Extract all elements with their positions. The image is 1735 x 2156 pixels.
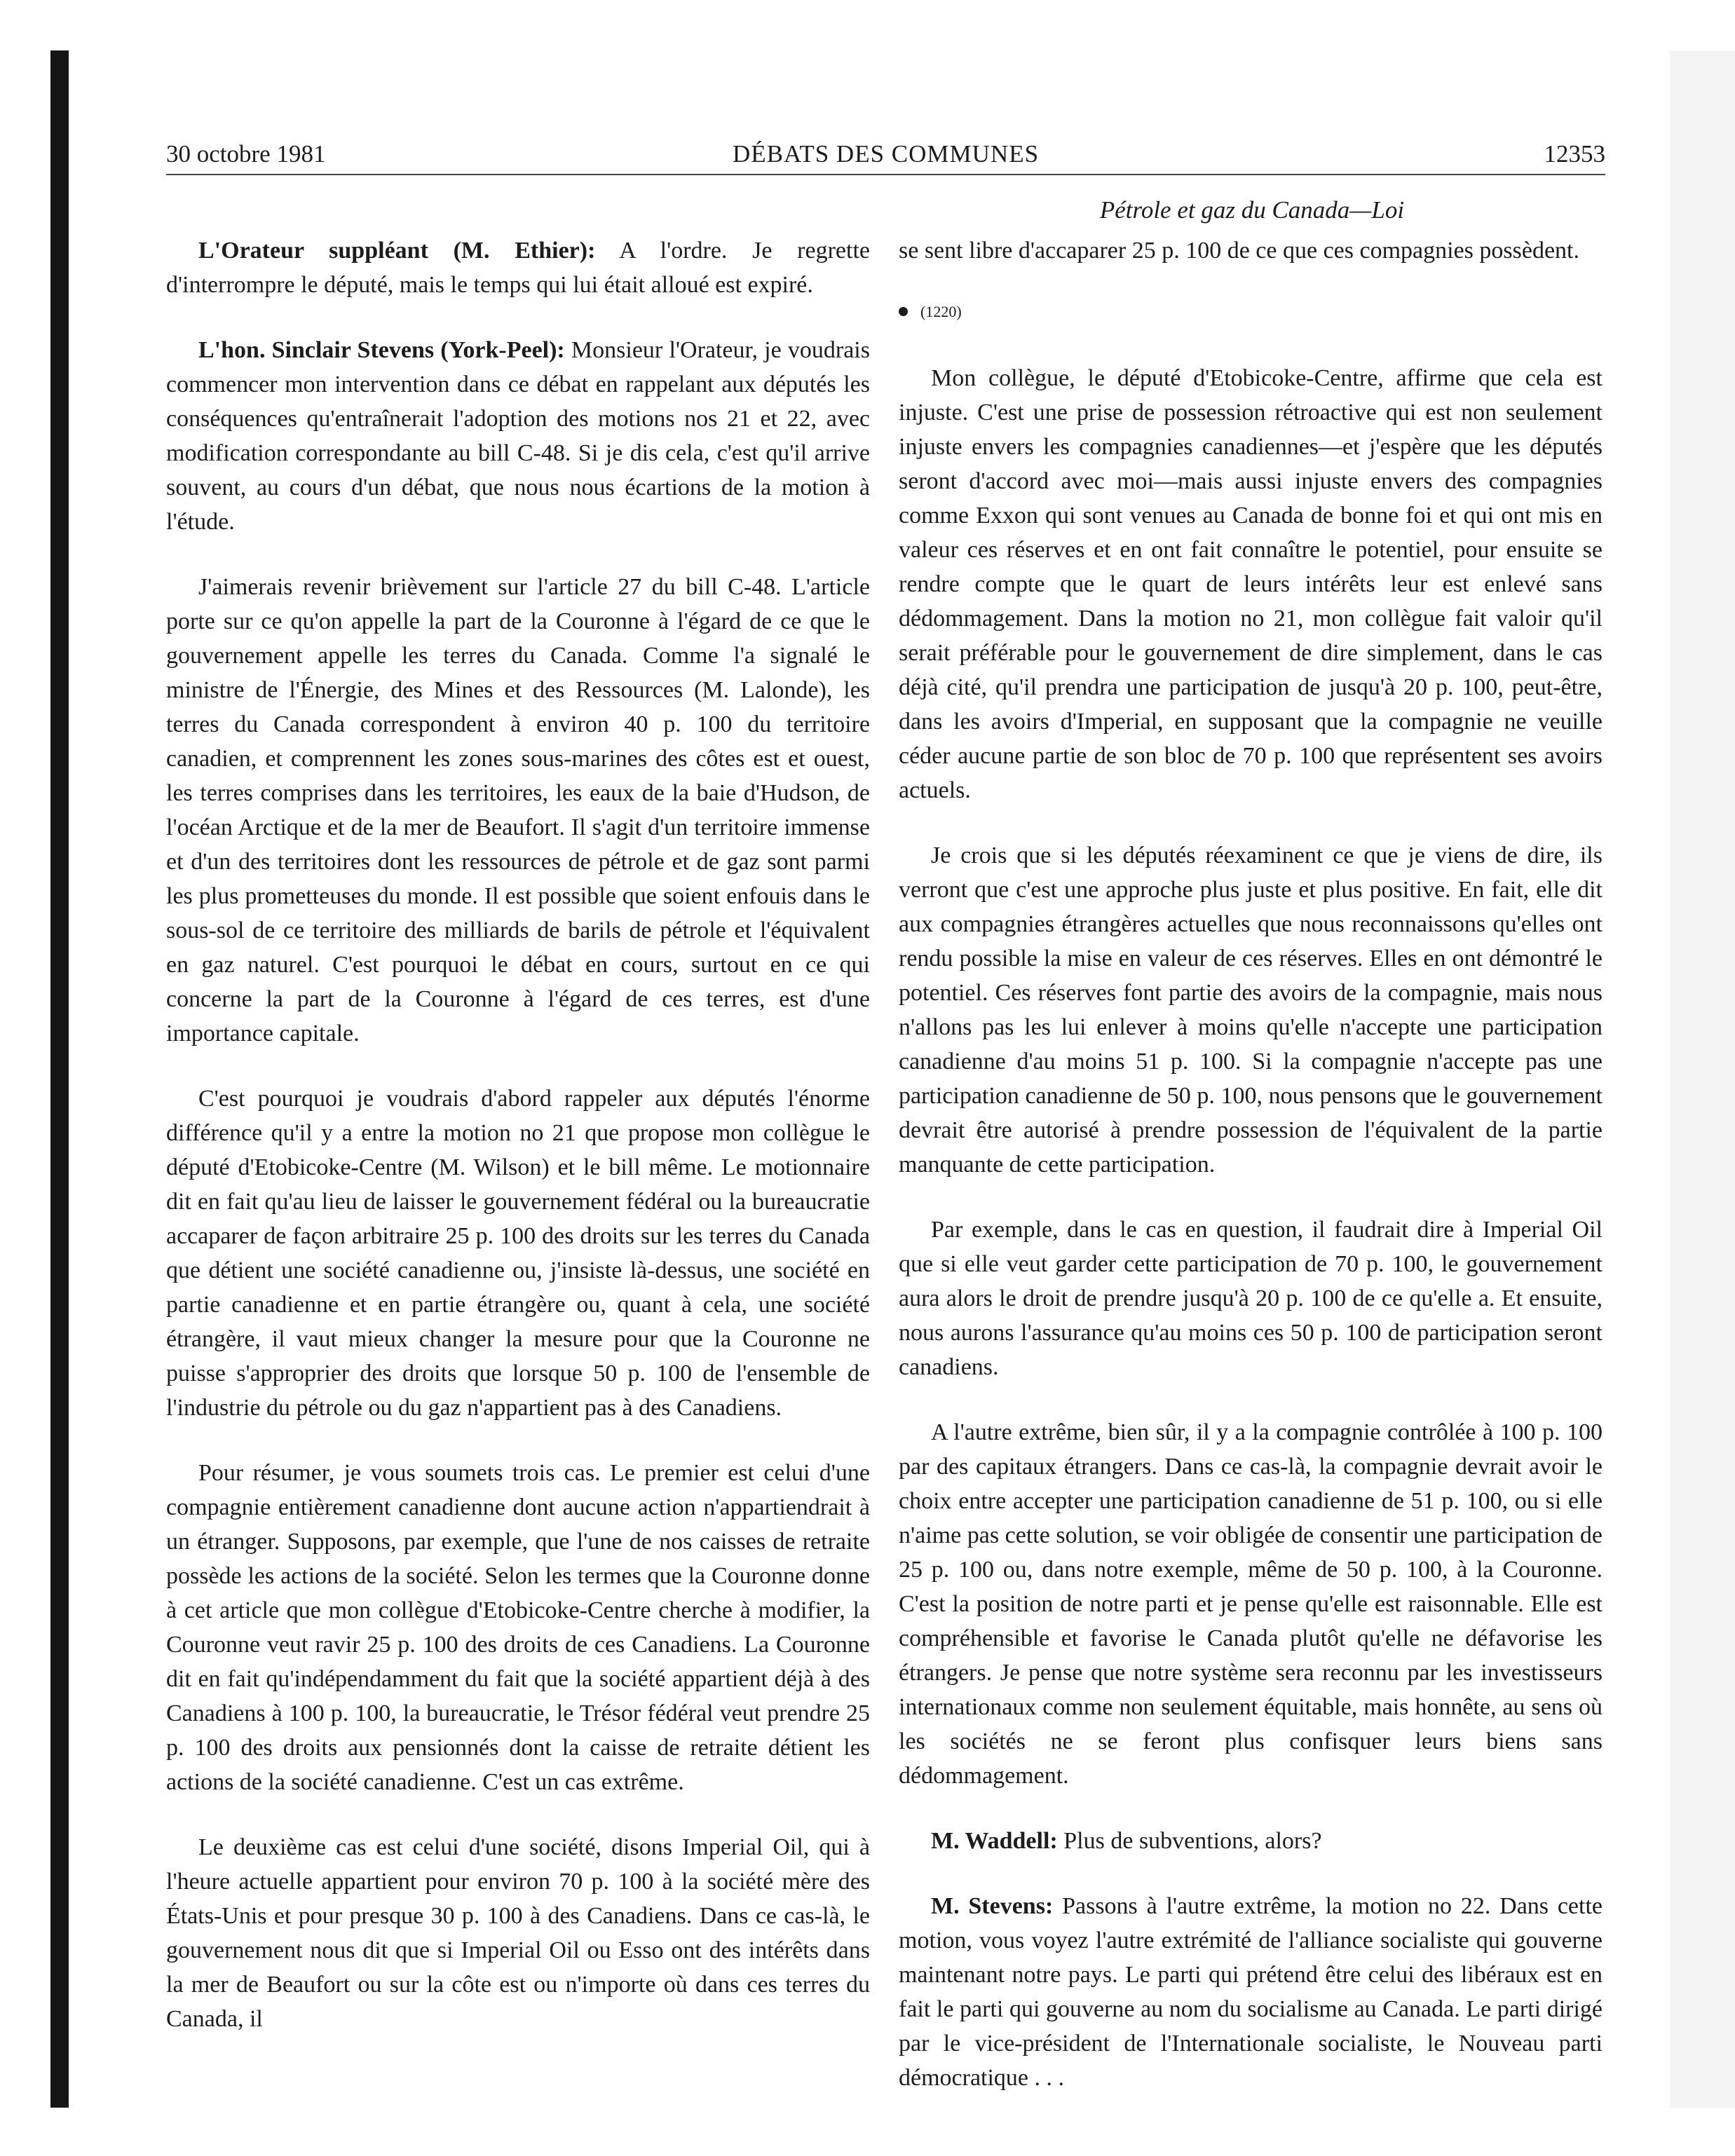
- paragraph: [166, 1456, 870, 1799]
- scan-right-margin: [1670, 50, 1735, 2108]
- left-column: [166, 233, 870, 2067]
- paragraph: [166, 333, 870, 539]
- paragraph: [899, 838, 1603, 1182]
- paragraph-text: Monsieur l'Orateur, je voudrais commencer mon intervention dans ce débat en rappelant aux députés les conséquences qu'entraînerait l'adoption des motions nos 21 et 22, avec modification correspondante au bill C-48. Si je dis cela, c'est qu'il arrive souvent, au cours d'un débat, que nous nous écartions de la motion à l'étude.: [166, 337, 870, 535]
- paragraph-text: Le deuxième cas est celui d'une société, disons Imperial Oil, qui à l'heure actuelle appartient pour environ 70 p. 100 à la société mère des États-Unis et pour presque 30 p. 100 à des Canadiens. Dans ce cas-là, le gouvernement nous dit que si Imperial Oil ou Esso ont des intérêts dans la mer de Beaufort ou sur la côte est ou n'importe où dans ces terres du Canada, il: [166, 1834, 870, 2032]
- paragraph-text: Mon collègue, le député d'Etobicoke-Centre, affirme que cela est injuste. C'est une prise de possession rétroactive qui est non seulement injuste envers les compagnies canadiennes—et j'espère que les députés seront d'accord avec moi—mais aussi injuste envers des compagnies comme Exxon qui sont venues au Canada de bonne foi et qui ont mis en valeur ces réserves et en ont fait connaître le potentiel, pour ensuite se rendre compte que le quart de leurs intérêts leur est enlevé sans dédommagement. Dans la motion no 21, mon collègue fait valoir qu'il serait préférable pour le gouvernement de dire simplement, dans le cas déjà cité, qu'il prendra une participation de jusqu'à 20 p. 100, peut-être, dans les avoirs d'Imperial, en supposant que la compagnie ne veuille céder aucune partie de son bloc de 70 p. 100 que représentent ses avoirs actuels.: [899, 365, 1603, 803]
- scan-margin: [0, 0, 50, 2156]
- time-marker-text: (1220): [920, 303, 962, 320]
- paragraph: [899, 361, 1603, 807]
- bullet-icon: [899, 307, 908, 316]
- continued-paragraph: se sent libre d'accaparer 25 p. 100 de ce que ces compagnies possèdent.: [899, 238, 1579, 264]
- paragraph: [166, 570, 870, 1051]
- paragraph-text: A l'ordre. Je regrette d'interrompre le député, mais le temps qui lui était alloué est expiré.: [166, 238, 870, 298]
- publication-title: DÉBATS DES COMMUNES: [732, 140, 1040, 168]
- paragraph: [166, 233, 870, 302]
- running-title: Pétrole et gaz du Canada—Loi: [1099, 196, 1405, 224]
- paragraph-text: Je crois que si les députés réexaminent ce que je viens de dire, ils verront que c'est une approche plus juste et plus positive. En fait, elle dit aux compagnies étrangères actuelles que nous reconnaissons qu'elles ont rendu possible la mise en valeur de ces réserves. Elles en ont démontré le potentiel. Ces réserves font partie des avoirs de la compagnie, mais nous n'allons pas les lui enlever à moins qu'elle n'accepte une participation canadienne d'au moins 51 p. 100. Si la compagnie n'accepte pas une participation canadienne de 50 p. 100, nous pensons que le gouvernement devrait être autorisé à prendre possession de l'équivalent de la partie manquante de cette participation.: [899, 842, 1603, 1178]
- speaker-name: L'hon. Sinclair Stevens (York-Peel):: [198, 337, 565, 363]
- header-date: 30 octobre 1981: [166, 140, 326, 168]
- paragraph: [899, 1415, 1603, 1793]
- paragraph-text: Pour résumer, je vous soumets trois cas. Le premier est celui d'une compagnie entièrement canadienne dont aucune action n'appartiendrait à un étranger. Supposons, par exemple, que l'une de nos caisses de retraite possède les actions de la société. Selon les termes que la Couronne donne à cet article que mon collègue d'Etobicoke-Centre cherche à modifier, la Couronne veut ravir 25 p. 100 des droits de ces Canadiens. La Couronne dit en fait qu'indépendamment du fait que la société appartient déjà à des Canadiens à 100 p. 100, la bureaucratie, le Trésor fédéral veut prendre 25 p. 100 des droits aux pensionnés dont la caisse de retraite détient les actions de la société canadienne. C'est un cas extrême.: [166, 1460, 870, 1795]
- speaker-name: M. Waddell:: [931, 1828, 1058, 1854]
- paragraph: [166, 1830, 870, 2036]
- paragraph-text: Par exemple, dans le cas en question, il faudrait dire à Imperial Oil que si elle veut garder cette participation de 70 p. 100, le gouvernement aura alors le droit de prendre jusqu'à 20 p. 100 de ce qu'elle a. Et ensuite, nous aurons l'assurance qu'au moins ces 50 p. 100 de participation seront canadiens.: [899, 1217, 1603, 1380]
- speaker-name: M. Stevens:: [931, 1893, 1054, 1919]
- header-rule: [166, 174, 1605, 175]
- paragraph-text: Passons à l'autre extrême, la motion no 22. Dans cette motion, vous voyez l'autre extrémité de l'alliance socialiste qui gouverne maintenant notre pays. Le parti qui prétend être celui des libéraux est en fait le parti qui gouverne au nom du socialisme au Canada. Le parti dirigé par le vice-président de l'Internationale socialiste, le Nouveau parti démocratique . . .: [899, 1893, 1603, 2091]
- paragraph: [899, 1824, 1603, 1858]
- paragraph-text: J'aimerais revenir brièvement sur l'article 27 du bill C-48. L'article porte sur ce qu'on appelle la part de la Couronne à l'égard de ce que le gouvernement appelle les terres du Canada. Comme l'a signalé le ministre de l'Énergie, des Mines et des Ressources (M. Lalonde), les terres du Canada correspondent à environ 40 p. 100 du territoire canadien, et comprennent les zones sous-marines des côtes est et ouest, les terres comprises dans les territoires, les eaux de la baie d'Hudson, de l'océan Arctique et de la mer de Beaufort. Il s'agit d'un territoire immense et d'un des territoires dont les ressources de pétrole et de gaz sont parmi les plus prometteuses du monde. Il est possible que soient enfouis dans le sous-sol de ce territoire des milliards de barils de pétrole et l'équivalent en gaz naturel. C'est pourquoi le débat en cours, surtout en ce qui concerne la part de la Couronne à l'égard de ces terres, est d'une importance capitale.: [166, 574, 870, 1046]
- right-column: [899, 233, 1603, 2126]
- time-marker: [899, 294, 1603, 329]
- paragraph: [899, 1213, 1603, 1384]
- paragraph: [166, 1082, 870, 1425]
- paragraph: [899, 1889, 1603, 2095]
- page-header: [166, 140, 1605, 175]
- paragraph-text: Plus de subventions, alors?: [1057, 1828, 1322, 1854]
- paragraph-text: A l'autre extrême, bien sûr, il y a la compagnie contrôlée à 100 p. 100 par des capitaux étrangers. Dans ce cas-là, la compagnie devrait avoir le choix entre accepter une participation canadienne de 51 p. 100, ou si elle n'aime pas cette solution, se voir obligée de consentir une participation de 25 p. 100 ou, dans notre exemple, même de 50 p. 100, à la Couronne. C'est la position de notre parti et je pense qu'elle est raisonnable. Elle est compréhensible et favorise le Canada plutôt qu'elle ne défavorise les étrangers. Je pense que notre système sera reconnu par les investisseurs internationaux comme non seulement équitable, mais honnête, au sens où les sociétés ne se feront plus confisquer leurs biens sans dédommagement.: [899, 1419, 1603, 1789]
- paragraph-text: C'est pourquoi je voudrais d'abord rappeler aux députés l'énorme différence qu'il y a entre la motion no 21 que propose mon collègue le député d'Etobicoke-Centre (M. Wilson) et le bill même. Le motionnaire dit en fait qu'au lieu de laisser le gouvernement fédéral ou la bureaucratie accaparer de façon arbitraire 25 p. 100 des droits sur les terres du Canada que détient une société canadienne ou, j'insiste là-dessus, une société en partie canadienne et en partie étrangère ou, quant à cela, une société étrangère, il vaut mieux changer la mesure pour que la Couronne ne puisse s'approprier des droits que lorsque 50 p. 100 de l'ensemble de l'industrie du pétrole ou du gaz n'appartient pas à des Canadiens.: [166, 1086, 870, 1421]
- scan-binding-edge: [50, 50, 69, 2108]
- speaker-name: L'Orateur suppléant (M. Ethier):: [198, 238, 596, 264]
- page-number: 12353: [1544, 140, 1605, 168]
